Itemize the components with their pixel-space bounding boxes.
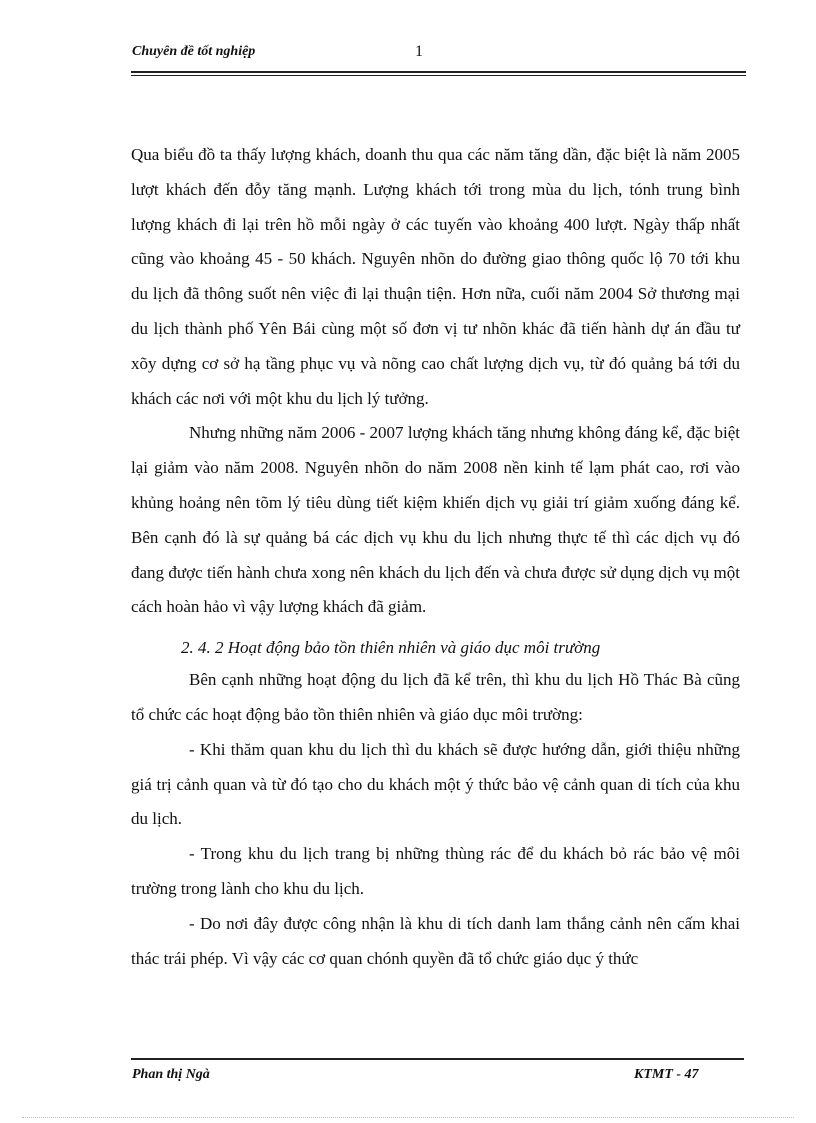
header-rule-bottom: [131, 75, 746, 76]
footer-rule: [131, 1058, 744, 1060]
body-paragraph-2: Nhưng những năm 2006 - 2007 lượng khách tăng nhưng không đáng kể, đặc biệt lại giảm vào năm 2008. Nguyên nhõn do năm 2008 nền kinh tế lạm phát cao, rơi vào khủng hoảng nên tõm lý tiêu dùng tiết kiệm khiến dịch vụ giải trí giảm xuống đáng kể. Bên cạnh đó là sự quảng bá các dịch vụ khu du lịch nhưng thực tế thì các dịch vụ đó đang được tiến hành chưa xong nên khách du lịch đến và chưa được sử dụng dịch vụ một cách hoàn hảo vì vậy lượng khách đã giảm.: [131, 423, 740, 617]
footer-code: KTMT - 47: [634, 1067, 699, 1082]
page-number: 1: [415, 43, 423, 60]
section-paragraph-4: - Do nơi đây được công nhận là khu di tích danh lam thắng cảnh nên cấm khai thác trái phép. Vì vậy các cơ quan chónh quyền đã tổ chức giáo dục ý thức: [131, 913, 740, 968]
section-paragraph-2: - Khi thăm quan khu du lịch thì du khách sẽ được hướng dẫn, giới thiệu những giá trị cảnh quan và từ đó tạo cho du khách một ý thức bảo vệ cảnh quan di tích của khu du lịch.: [131, 739, 740, 829]
body-paragraph-1: Qua biểu đồ ta thấy lượng khách, doanh thu qua các năm tăng dần, đặc biệt là năm 2005 lượt khách đến đỗy tăng mạnh. Lượng khách tới trong mùa du lịch, tónh trung bình lượng khách đi lại trên hồ mỗi ngày ở các tuyến vào khoảng 400 lượt. Ngày thấp nhất cũng vào khoảng 45 - 50 khách. Nguyên nhõn do đường giao thông quốc lộ 70 tới khu du lịch đã thông suốt nên việc đi lại thuận tiện. Hơn nữa, cuối năm 2004 Sở thương mại du lịch thành phố Yên Bái cùng một số đơn vị tư nhõn khác đã tiến hành dự án đầu tư xõy dựng cơ sở hạ tầng phục vụ và nõng cao chất lượng dịch vụ, từ đó quảng bá tới du khách các nơi với một khu du lịch lý tưởng.: [131, 145, 740, 408]
header-title: Chuyên đề tốt nghiệp: [132, 44, 256, 59]
page-footer: [131, 1067, 746, 1091]
section-paragraph-3: - Trong khu du lịch trang bị những thùng rác để du khách bỏ rác bảo vệ môi trường trong lành cho khu du lịch.: [131, 844, 740, 898]
footer-author: Phan thị Ngà: [132, 1067, 210, 1082]
page-header: [132, 44, 746, 64]
header-rule-top: [131, 71, 746, 73]
section-paragraph-1: Bên cạnh những hoạt động du lịch đã kể trên, thì khu du lịch Hồ Thác Bà cũng tổ chức các hoạt động bảo tồn thiên nhiên và giáo dục môi trường:: [131, 670, 740, 724]
section-heading: 2. 4. 2 Hoạt động bảo tồn thiên nhiên và giáo dục môi trường: [181, 638, 601, 658]
document-body: [131, 138, 740, 976]
page-bottom-dotted-line: [22, 1117, 794, 1118]
